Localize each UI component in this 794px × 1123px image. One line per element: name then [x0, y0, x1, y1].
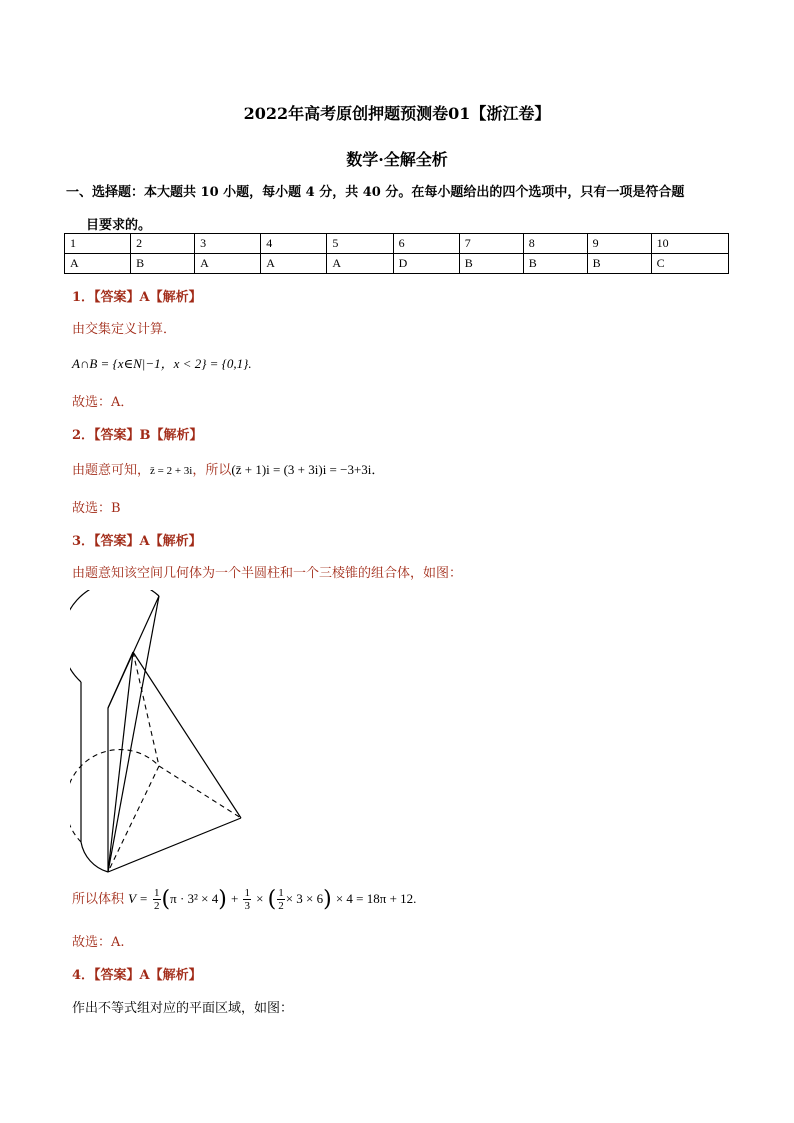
base-diameter-hidden [108, 766, 159, 872]
table-cell: 3 [195, 234, 261, 254]
table-cell: A [195, 254, 261, 274]
fraction-num: 1 [154, 887, 160, 899]
q1-heading: 1．【答案】A【解析】 [72, 290, 202, 305]
table-cell: B [131, 254, 195, 274]
answer-table [64, 233, 729, 274]
q2-formula: (z̄ + 1)i = (3 + 3i)i = −3+3i [231, 462, 372, 477]
bottom-arc-hidden [70, 750, 159, 842]
q3-term1: π · 3² × 4 [170, 891, 219, 906]
q3-tail: × 4 = 18π + 12. [335, 891, 417, 906]
section-line-2: 目要求的。 [86, 218, 152, 233]
section-line-1: 一、选择题：本大题共 10 小题，每小题 4 分，共 40 分。在每小题给出的四个选项中，只有一项是符合题 [66, 185, 685, 200]
bottom-arc-front [81, 842, 108, 872]
pyramid-base-front [108, 818, 241, 872]
q3-conclusion: 故选：A. [72, 935, 125, 950]
fraction-den: 3 [244, 900, 250, 912]
q2-period: ． [371, 463, 385, 478]
table-cell: 1 [65, 234, 131, 254]
q2-text-a: 由题意可知， [72, 463, 151, 478]
table-cell: A [327, 254, 393, 274]
fraction-den: 2 [154, 900, 160, 912]
q2-text-b: ，所以 [192, 463, 232, 478]
answer-table-number-row [65, 234, 729, 254]
table-cell: 9 [587, 234, 651, 254]
table-cell: 2 [131, 234, 195, 254]
answer-table-answer-row [65, 254, 729, 274]
half-cylinder-solid [70, 590, 241, 872]
q3-plus: + [230, 891, 239, 906]
hidden-lines [70, 652, 241, 872]
table-cell: 6 [393, 234, 459, 254]
q1-conclusion: 故选：A． [72, 395, 134, 410]
page-title: 2022年高考原创押题预测卷01【浙江卷】 [243, 104, 551, 123]
q3-times: × [256, 891, 264, 906]
table-cell: 4 [261, 234, 327, 254]
table-cell: 7 [459, 234, 523, 254]
table-cell: 5 [327, 234, 393, 254]
q3-text: 由题意知该空间几何体为一个半圆柱和一个三棱锥的组合体，如图： [72, 566, 463, 581]
q3-vol-prefix: 所以体积 [72, 892, 125, 907]
table-cell: 10 [651, 234, 728, 254]
pyramid-edge-front [108, 652, 133, 872]
q3-vol-lhs: V = [128, 891, 148, 906]
q4-heading: 4．【答案】A【解析】 [72, 968, 202, 983]
q2-zbar: z̄ = 2 + 3i [150, 465, 193, 477]
q4-text: 作出不等式组对应的平面区域，如图： [72, 1001, 294, 1016]
fraction-2 [243, 887, 251, 912]
fraction-num: 1 [244, 887, 250, 899]
table-cell: D [393, 254, 459, 274]
table-cell: 8 [523, 234, 587, 254]
table-cell: A [65, 254, 131, 274]
table-cell: B [523, 254, 587, 274]
q1-text: 由交集定义计算． [72, 322, 177, 337]
page-subtitle: 数学·全解全析 [346, 150, 448, 169]
table-cell: C [651, 254, 728, 274]
q3-term2: × 3 × 6 [285, 891, 324, 906]
fraction-num: 1 [278, 887, 284, 899]
q3-heading: 3．【答案】A【解析】 [72, 534, 202, 549]
q3-volume-line: 所以体积 V = $\frac{1}{2}$ (π · 3² × 4) + $\frac{1}{3}$ × ( $\frac{1}{2}$ × 3 × 6) × 4 = 18π + 12. [72, 887, 417, 912]
q2-heading: 2．【答案】B【解析】 [72, 428, 203, 443]
q2-line [72, 459, 384, 478]
fraction-1 [153, 887, 161, 912]
fraction-den: 2 [278, 900, 284, 912]
table-cell: A [261, 254, 327, 274]
pyramid-edge-right [133, 652, 241, 818]
table-cell: B [587, 254, 651, 274]
geometry-figure [70, 590, 250, 880]
q1-formula: A∩B = {x∈N|−1，x < 2} = {0,1}. [72, 356, 252, 371]
base-edge-hidden [159, 766, 241, 818]
q2-conclusion: 故选：B [72, 501, 121, 516]
table-cell: B [459, 254, 523, 274]
fraction-3 [277, 887, 285, 912]
